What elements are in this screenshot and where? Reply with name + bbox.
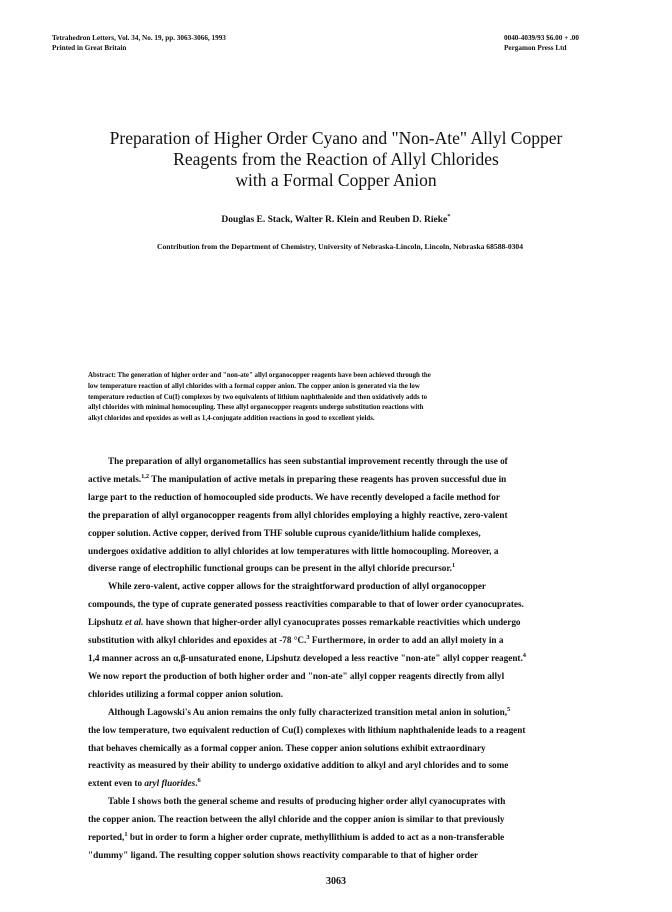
- body-line: active metals.$^{1,2}$ The manipulation of active metals in preparing these reagents has proven successful due in: [88, 472, 507, 484]
- body-line: Table I shows both the general scheme and results of producing higher order allyl cyanocuprates with: [108, 796, 506, 807]
- citation-superscript: 1,2: [141, 472, 150, 480]
- body-line: large part to the reduction of homocoupled side products. We have recently developed a facile method for: [88, 491, 500, 502]
- citation-superscript: 1: [124, 830, 128, 838]
- body-line: While zero-valent, active copper allows for the straightforward production of allyl organocopper: [108, 581, 487, 592]
- publisher-header: [504, 33, 579, 53]
- citation-superscript: 4: [522, 651, 527, 659]
- body-line: The preparation of allyl organometallics has seen substantial improvement recently through the use of: [108, 456, 508, 466]
- body-line: chlorides utilizing a formal copper anion solution.: [88, 688, 284, 699]
- body-line: reported,$^1$ but in order to form a higher order cuprate, methyllithium is added to act as a non-transferable: [88, 830, 505, 843]
- body-line: the copper anion. The reaction between the allyl chloride and the copper anion is similar to that previously: [88, 814, 505, 825]
- body-line: the preparation of allyl organocopper reagents from allyl chlorides employing a highly reactive, zero-valent: [88, 509, 508, 520]
- abstract-line: Abstract: The generation of higher order and "non-ate" allyl organocopper reagents have been achieved through the: [88, 372, 431, 379]
- abstract-line: temperature reduction of Cu(I) complexes by two equivalents of lithium naphthalenide and then oxidatively adds to: [88, 393, 428, 401]
- journal-citation-line: Tetrahedron Letters, Vol. 34, No. 19, pp. 3063-3066, 1993: [52, 34, 226, 42]
- citation-superscript: 3: [306, 634, 310, 641]
- body-line: diverse range of electrophilic functional groups can be present in the allyl chloride precursor.$^1$: [88, 562, 456, 574]
- journal-citation-header: [52, 33, 226, 53]
- body-line: Lipshutz et al. have shown that higher-order allyl cyanocuprates posses remarkable reactivities which undergo: [88, 617, 521, 628]
- body-line: We now report the production of both higher order and "non-ate" allyl copper reagents directly from allyl: [88, 670, 505, 681]
- body-line: Although Lagowski's Au anion remains the only fully characterized transition metal anion in solution,$^5$: [108, 705, 511, 717]
- body-line: "dummy" ligand. The resulting copper solution shows reactivity comparable to that of higher order: [88, 849, 479, 860]
- body-line: compounds, the type of cuprate generated possess reactivities comparable to that of lower order cyanocuprates.: [88, 599, 524, 610]
- abstract-label: Abstract:: [88, 372, 116, 379]
- citation-superscript: 6: [197, 777, 201, 785]
- body-line: 1,4 manner across an α,β-unsaturated enone, Lipshutz developed a less reactive "non-ate" allyl copper reagent.$^4$: [88, 651, 527, 663]
- body-line: the low temperature, two equivalent reduction of Cu(I) complexes with lithium naphthalenide leads to a reagent: [88, 724, 526, 735]
- corresponding-author-mark: *: [447, 212, 451, 220]
- title-line: with a Formal Copper Anion: [235, 170, 437, 190]
- article-title: [40, 128, 632, 191]
- abstract-line: allyl chlorides with minimal homocoupling. These allyl organocopper reagents undergo substitution reactions with: [88, 404, 424, 412]
- body-line: reactivity as measured by their ability to undergo oxidative addition to alkyl and aryl chlorides and to some: [88, 760, 509, 771]
- body-line: that behaves chemically as a formal copper anion. These copper anion solutions exhibit extraordinary: [88, 742, 486, 753]
- page-number: 3063: [326, 876, 346, 887]
- body-text: [88, 453, 596, 865]
- abstract: [88, 371, 593, 425]
- body-line: undergoes oxidative addition to allyl chlorides at low temperatures with little homocoupling. Moreover, a: [88, 545, 499, 556]
- title-line: Preparation of Higher Order Cyano and "Non-Ate" Allyl Copper: [109, 128, 563, 148]
- author-list: [40, 212, 632, 225]
- body-line: copper solution. Active copper, derived from THF soluble cuprous cyanide/lithium halide complexes,: [88, 527, 481, 538]
- body-line: extent even to aryl fluorides.$^6$: [88, 777, 201, 789]
- title-line: Reagents from the Reaction of Allyl Chlorides: [173, 149, 499, 169]
- publisher-line: Pergamon Press Ltd: [504, 44, 567, 52]
- printed-in-line: Printed in Great Britain: [52, 44, 127, 52]
- abstract-line: low temperature reaction of allyl chlorides with a formal copper anion. The copper anion is generated via the low: [88, 382, 420, 390]
- price-code-line: 0040-4039/93 $6.00 + .00: [504, 34, 579, 42]
- italic-text: aryl fluorides: [144, 778, 196, 789]
- body-line: substitution with alkyl chlorides and epoxides at -78 °C.$^3$ Furthermore, in order to add an allyl moiety in a: [88, 634, 504, 646]
- abstract-line: alkyl chlorides and epoxides as well as 1,4-conjugate addition reactions in good to excellent yields.: [88, 415, 375, 423]
- author-names: Douglas E. Stack, Walter R. Klein and Reuben D. Rieke: [221, 215, 448, 225]
- italic-text: et al.: [125, 617, 144, 628]
- citation-superscript: 5: [507, 705, 511, 713]
- citation-superscript: 1: [451, 562, 456, 570]
- affiliation: Contribution from the Department of Chemistry, University of Nebraska-Lincoln, Lincoln, Nebraska 68588-0304: [156, 242, 524, 251]
